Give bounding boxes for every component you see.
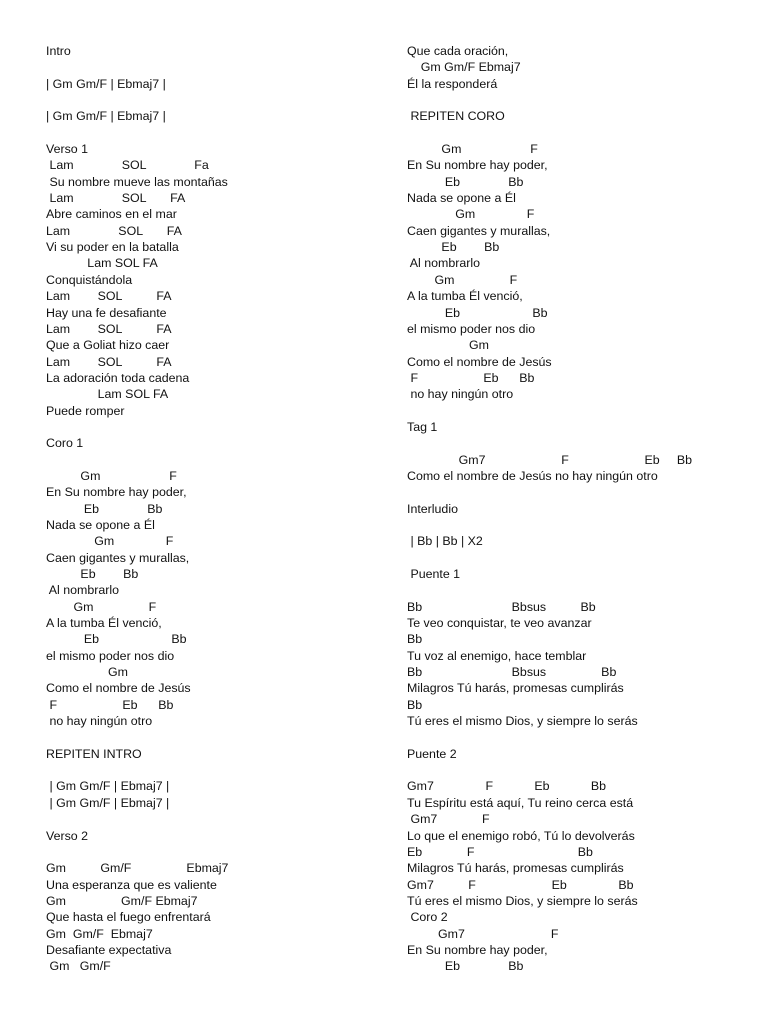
left-line: En Su nombre hay poder, xyxy=(46,485,187,500)
left-line xyxy=(46,452,376,468)
right-line: Gm F xyxy=(407,142,538,157)
right-line: Como el nombre de Jesús no hay ningún otro xyxy=(407,468,658,483)
right-line: Gm7 F Eb Bb xyxy=(407,452,693,467)
right-line xyxy=(407,92,747,108)
right-line: Puente 2 xyxy=(407,746,457,761)
left-line: Una esperanza que es valiente xyxy=(46,877,217,892)
right-line: Puente 1 xyxy=(407,567,461,581)
right-line: Te veo conquistar, te veo avanzar xyxy=(407,616,592,631)
right-line: Eb F Bb xyxy=(407,844,593,859)
left-line: Que hasta el fuego enfrentará xyxy=(46,910,211,925)
right-line: Gm7 F Eb Bb xyxy=(407,877,634,892)
left-line: Gm Gm/F Ebmaj7 xyxy=(46,926,153,941)
left-line: Coro 1 xyxy=(46,436,84,451)
left-line: Gm Gm/F Ebmaj7 xyxy=(46,893,198,908)
left-line: Gm F xyxy=(46,599,157,614)
right-line: Gm F xyxy=(407,272,518,287)
left-line: Eb Bb xyxy=(46,567,139,581)
right-line: Eb Bb xyxy=(407,240,500,255)
left-line: Verso 2 xyxy=(46,828,89,843)
left-line: Verso 1 xyxy=(46,142,89,157)
right-line xyxy=(407,762,747,778)
left-line xyxy=(46,419,376,435)
right-line: Tu voz al enemigo, hace temblar xyxy=(407,648,587,663)
left-column xyxy=(46,43,376,975)
right-line xyxy=(407,517,747,533)
right-line xyxy=(407,729,747,745)
right-line: Interludio xyxy=(407,501,458,516)
left-line: Puede romper xyxy=(46,403,125,418)
left-line: Intro xyxy=(46,44,71,58)
right-line: Gm xyxy=(407,338,489,353)
left-line: La adoración toda cadena xyxy=(46,370,190,385)
left-line: Lam SOL FA xyxy=(46,256,158,271)
left-line: REPITEN INTRO xyxy=(46,746,142,761)
left-line: Su nombre mueve las montañas xyxy=(46,174,228,189)
left-line: el mismo poder nos dio xyxy=(46,648,175,663)
left-line: Gm Gm/F Ebmaj7 xyxy=(46,861,229,876)
left-line: Que a Goliat hizo caer xyxy=(46,338,170,353)
right-column xyxy=(407,43,747,975)
left-line: Gm Gm/F xyxy=(46,959,111,974)
right-line: Tu Espíritu está aquí, Tu reino cerca está xyxy=(407,795,634,810)
right-line xyxy=(407,403,747,419)
left-line: Desafiante expectativa xyxy=(46,942,172,957)
right-line: Gm F xyxy=(407,207,535,222)
right-line: REPITEN CORO xyxy=(407,109,505,124)
left-line xyxy=(46,844,376,860)
right-line: Que cada oración, xyxy=(407,44,509,58)
left-line: | Gm Gm/F | Ebmaj7 | xyxy=(46,795,170,810)
right-line: Bb xyxy=(407,632,423,647)
left-line: Lam SOL FA xyxy=(46,321,172,336)
right-line: Bb Bbsus Bb xyxy=(407,599,596,614)
right-line: Gm7 F xyxy=(407,812,490,827)
left-line: Hay una fe desafiante xyxy=(46,305,167,320)
right-line: En Su nombre hay poder, xyxy=(407,158,548,173)
right-line: A la tumba Él venció, xyxy=(407,289,523,304)
left-line xyxy=(46,762,376,778)
right-line: Gm7 F xyxy=(407,926,559,941)
right-line: En Su nombre hay poder, xyxy=(407,942,548,957)
right-line xyxy=(407,484,747,500)
right-line: Tú eres el mismo Dios, y siempre lo serás xyxy=(407,893,638,908)
left-line: Lam SOL FA xyxy=(46,387,169,402)
right-line: Caen gigantes y murallas, xyxy=(407,223,551,238)
right-line: Tú eres el mismo Dios, y siempre lo serás xyxy=(407,714,638,729)
left-line: F Eb Bb xyxy=(46,697,174,712)
right-line: Eb Bb xyxy=(407,305,548,320)
left-line: Vi su poder en la batalla xyxy=(46,240,179,255)
right-line: no hay ningún otro xyxy=(407,387,514,402)
right-line: Bb xyxy=(407,697,423,712)
left-line: Lam SOL FA xyxy=(46,289,172,304)
left-line xyxy=(46,125,376,141)
left-line: Como el nombre de Jesús xyxy=(46,681,191,696)
left-line xyxy=(46,59,376,75)
right-line: Tag 1 xyxy=(407,419,438,434)
right-line: F Eb Bb xyxy=(407,370,535,385)
left-line: Eb Bb xyxy=(46,632,187,647)
right-line: | Bb | Bb | X2 xyxy=(407,534,483,549)
left-line: no hay ningún otro xyxy=(46,714,153,729)
right-line xyxy=(407,550,747,566)
left-line: Gm F xyxy=(46,534,174,549)
left-line: | Gm Gm/F | Ebmaj7 | xyxy=(46,109,166,124)
right-line: Nada se opone a Él xyxy=(407,191,516,206)
right-line: Él la responderá xyxy=(407,76,498,91)
left-line: Gm xyxy=(46,665,128,680)
right-line: Eb Bb xyxy=(407,174,524,189)
left-line: A la tumba Él venció, xyxy=(46,616,162,631)
left-line: Conquistándola xyxy=(46,272,133,287)
left-line: | Gm Gm/F | Ebmaj7 | xyxy=(46,76,166,91)
left-line: Gm F xyxy=(46,468,177,483)
left-line: Lam SOL Fa xyxy=(46,158,209,173)
left-line xyxy=(46,92,376,108)
left-line: Lam SOL FA xyxy=(46,354,172,369)
right-line: Al nombrarlo xyxy=(407,256,481,271)
left-line xyxy=(46,811,376,827)
right-line xyxy=(407,435,747,451)
right-line: el mismo poder nos dio xyxy=(407,321,536,336)
left-line: Abre caminos en el mar xyxy=(46,207,177,222)
right-line: Gm Gm/F Ebmaj7 xyxy=(407,60,521,75)
left-line: | Gm Gm/F | Ebmaj7 | xyxy=(46,779,170,794)
left-line: Al nombrarlo xyxy=(46,583,120,598)
right-line: Bb Bbsus Bb xyxy=(407,665,617,680)
right-line: Milagros Tú harás, promesas cumplirás xyxy=(407,861,624,876)
right-line: Lo que el enemigo robó, Tú lo devolverás xyxy=(407,828,635,843)
left-line xyxy=(46,729,376,745)
left-line: Eb Bb xyxy=(46,501,163,516)
right-line: Como el nombre de Jesús xyxy=(407,354,552,369)
right-line: Coro 2 xyxy=(407,910,448,925)
right-line xyxy=(407,125,747,141)
right-line: Gm7 F Eb Bb xyxy=(407,779,606,794)
right-line xyxy=(407,582,747,598)
right-line: Eb Bb xyxy=(407,959,524,974)
right-line: Milagros Tú harás, promesas cumplirás xyxy=(407,681,624,696)
left-line: Lam SOL FA xyxy=(46,191,186,206)
left-line: Caen gigantes y murallas, xyxy=(46,550,190,565)
left-line: Nada se opone a Él xyxy=(46,517,155,532)
left-line: Lam SOL FA xyxy=(46,223,182,238)
